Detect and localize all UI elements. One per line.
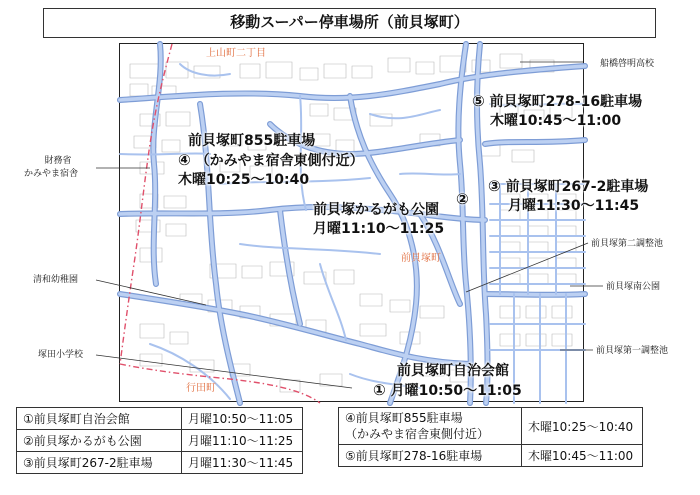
landmark-zaimusho-line2: かみやま宿舎: [24, 169, 79, 179]
town-label-gyoden: 行田町: [186, 383, 216, 394]
table-row: [339, 408, 643, 445]
table-row: [17, 408, 303, 430]
landmark-zaimusho: [24, 155, 78, 181]
schedule-table-thursday: [338, 407, 643, 467]
stop-5-number: ⑤: [472, 92, 485, 110]
stop-2-number[interactable]: ②: [456, 190, 469, 208]
stop-3-number: ③: [488, 177, 501, 195]
schedule-stop-label: ④前貝塚町855駐車場: [345, 411, 463, 425]
stop-2-time: 月曜11:10～11:25: [313, 221, 445, 237]
landmark-zaimusho-line1: 財務省: [44, 156, 72, 166]
schedule-time-cell: 月曜10:50～11:05: [182, 408, 303, 430]
schedule-stop-cell: [339, 408, 522, 445]
schedule-time-cell: 月曜11:10～11:25: [182, 430, 303, 452]
stop-1-name: 前貝塚町自治会館: [397, 363, 509, 379]
landmark-pond2: 前貝塚第二調整池: [591, 239, 664, 249]
schedule-time-cell: 木曜10:45～11:00: [522, 445, 643, 467]
stop-4-number: ④: [178, 151, 191, 169]
landmark-seiwa: 清和幼稚園: [33, 275, 79, 285]
stop-2-name: 前貝塚かるがも公園: [313, 202, 439, 218]
stop-4-time: 木曜10:25～10:40: [178, 172, 310, 188]
schedule-stop-cell: ②前貝塚かるがも公園: [17, 430, 182, 452]
stop-1-time: 月曜10:50～11:05: [390, 383, 522, 399]
schedule-stop-cell: ①前貝塚町自治会館: [17, 408, 182, 430]
table-row: [17, 452, 303, 474]
schedule-time-cell: 木曜10:25～10:40: [522, 408, 643, 445]
schedule-stop-cell: ③前貝塚町267-2駐車場: [17, 452, 182, 474]
landmark-funabashi-hs: 船橋啓明高校: [600, 59, 655, 69]
stop-3-name: 前貝塚町267-2駐車場: [505, 179, 649, 195]
stop-3-time: 月曜11:30～11:45: [508, 198, 640, 214]
schedule-stop-cell: ⑤前貝塚町278-16駐車場: [339, 445, 522, 467]
table-row: [17, 430, 303, 452]
town-label-maekaizuka: 前貝塚町: [401, 253, 441, 264]
landmark-pond1: 前貝塚第一調整池: [596, 346, 669, 356]
stop-4-sub: （かみやま宿舎東側付近）: [195, 153, 364, 169]
stop-1-number: ①: [373, 381, 386, 399]
schedule-table-monday: [16, 407, 303, 474]
table-row: [339, 445, 643, 467]
landmark-tsukada: 塚田小学校: [38, 350, 84, 360]
map-title: 移動スーパー停車場所（前貝塚町）: [43, 8, 656, 38]
stop-5-time: 木曜10:45～11:00: [490, 113, 622, 129]
stop-5-name: 前貝塚町278-16駐車場: [489, 94, 643, 110]
schedule-time-cell: 月曜11:30～11:45: [182, 452, 303, 474]
schedule-stop-sublabel: （かみやま宿舎東側付近）: [345, 427, 490, 441]
stop-4-name: 前貝塚町855駐車場: [188, 133, 316, 149]
town-label-kamiyama: 上山町二丁目: [206, 48, 266, 59]
landmark-south-park: 前貝塚南公園: [606, 282, 661, 292]
